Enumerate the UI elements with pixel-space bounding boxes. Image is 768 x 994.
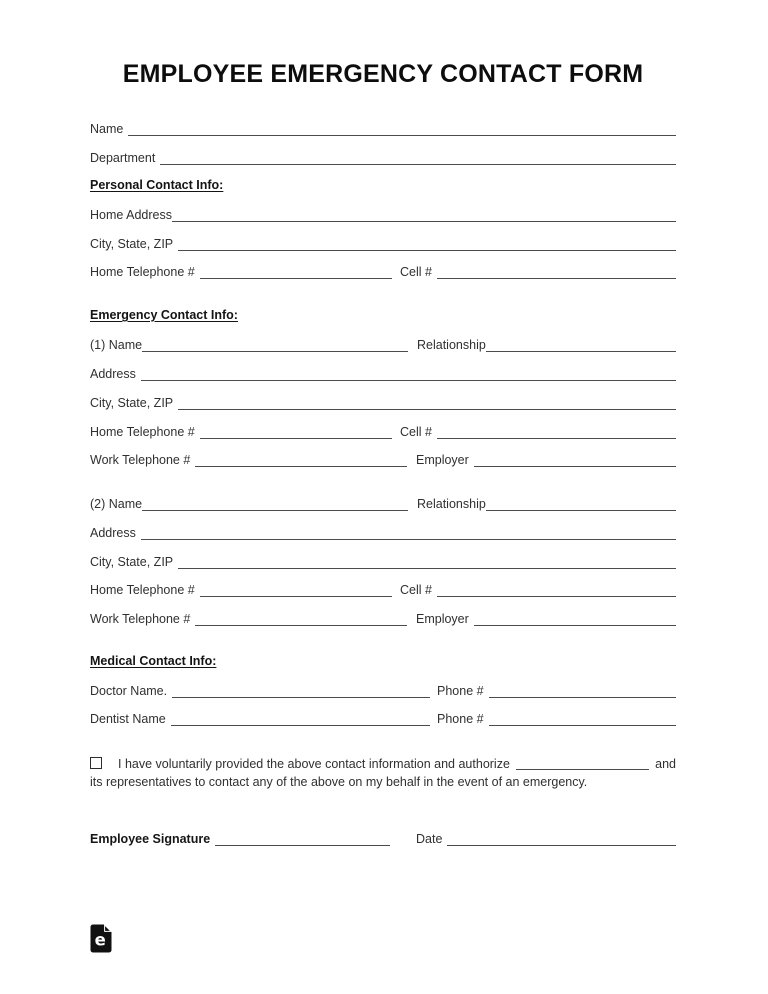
- medical-contact-heading: Medical Contact Info:: [90, 654, 217, 668]
- contact2-phones-row: [90, 581, 676, 597]
- signature-row: [90, 830, 676, 846]
- personal-contact-heading: Personal Contact Info:: [90, 178, 224, 192]
- contact1-employer-field[interactable]: [474, 454, 676, 467]
- authorized-party-field[interactable]: [516, 756, 649, 770]
- cell-label: Cell #: [400, 265, 432, 279]
- contact2-home-telephone-label: Home Telephone #: [90, 583, 195, 597]
- form-content: [90, 0, 676, 994]
- doctor-name-label: Doctor Name.: [90, 684, 168, 698]
- contact1-address-field[interactable]: [141, 368, 676, 381]
- dentist-phone-field[interactable]: [489, 713, 676, 726]
- contact1-address-label: Address: [90, 367, 136, 381]
- contact2-name-row: [90, 495, 676, 511]
- acknowledgment-text-before: I have voluntarily provided the above contact information and authorize: [118, 757, 510, 771]
- contact2-address-field[interactable]: [141, 527, 676, 540]
- home-telephone-label: Home Telephone #: [90, 265, 195, 279]
- personal-phones-row: [90, 263, 676, 279]
- home-telephone-field[interactable]: [200, 266, 392, 279]
- contact2-home-telephone-field[interactable]: [200, 584, 392, 597]
- date-field[interactable]: [447, 833, 676, 846]
- acknowledgment-line2: its representatives to contact any of the above on my behalf in the event of an emergency.: [90, 774, 588, 789]
- contact2-cell-field[interactable]: [437, 584, 676, 597]
- contact1-work-telephone-field[interactable]: [195, 454, 407, 467]
- contact1-relationship-label: Relationship: [417, 338, 486, 352]
- name-row: [90, 120, 676, 136]
- contact1-name-label: (1) Name: [90, 338, 143, 352]
- home-address-label: Home Address: [90, 208, 172, 222]
- home-address-field[interactable]: [172, 209, 676, 222]
- employee-signature-label: Employee Signature: [90, 832, 211, 846]
- acknowledgment-paragraph: [90, 756, 676, 791]
- contact2-city-field[interactable]: [178, 556, 676, 569]
- department-label: Department: [90, 151, 156, 165]
- contact1-city-label: City, State, ZIP: [90, 396, 174, 410]
- date-label: Date: [416, 832, 443, 846]
- contact1-work-telephone-label: Work Telephone #: [90, 453, 191, 467]
- city-state-zip-field[interactable]: [178, 238, 676, 251]
- contact2-name-field[interactable]: [142, 498, 408, 511]
- contact1-relationship-field[interactable]: [486, 339, 676, 352]
- doctor-row: [90, 682, 676, 698]
- contact1-work-row: [90, 451, 676, 467]
- page-title: EMPLOYEE EMERGENCY CONTACT FORM: [122, 60, 644, 88]
- contact2-city-label: City, State, ZIP: [90, 555, 174, 569]
- doctor-name-field[interactable]: [172, 685, 430, 698]
- contact2-work-telephone-field[interactable]: [195, 613, 407, 626]
- department-field[interactable]: [160, 152, 676, 165]
- contact2-employer-field[interactable]: [474, 613, 676, 626]
- contact2-work-telephone-label: Work Telephone #: [90, 612, 191, 626]
- doctor-phone-field[interactable]: [489, 685, 676, 698]
- dentist-name-label: Dentist Name: [90, 712, 166, 726]
- contact2-address-row: [90, 524, 676, 540]
- consent-checkbox[interactable]: [90, 757, 102, 769]
- contact1-cell-label: Cell #: [400, 425, 432, 439]
- contact2-relationship-label: Relationship: [417, 497, 486, 511]
- dentist-row: [90, 710, 676, 726]
- contact2-address-label: Address: [90, 526, 136, 540]
- contact1-city-row: [90, 394, 676, 410]
- contact1-address-row: [90, 365, 676, 381]
- eforms-logo: [90, 924, 112, 953]
- contact1-home-telephone-field[interactable]: [200, 426, 392, 439]
- contact2-employer-label: Employer: [416, 612, 469, 626]
- department-row: [90, 149, 676, 165]
- contact1-name-field[interactable]: [142, 339, 408, 352]
- acknowledgment-line1: [90, 756, 676, 774]
- contact1-phones-row: [90, 423, 676, 439]
- contact2-relationship-field[interactable]: [486, 498, 676, 511]
- contact1-employer-label: Employer: [416, 453, 469, 467]
- home-address-row: [90, 206, 676, 222]
- contact1-name-row: [90, 336, 676, 352]
- contact1-cell-field[interactable]: [437, 426, 676, 439]
- contact2-name-label: (2) Name: [90, 497, 143, 511]
- contact2-work-row: [90, 610, 676, 626]
- logo-letter: e: [94, 930, 106, 950]
- contact1-city-field[interactable]: [178, 397, 676, 410]
- emergency-contact-heading: Emergency Contact Info:: [90, 308, 238, 322]
- document-page-icon: [90, 924, 112, 953]
- contact2-city-row: [90, 553, 676, 569]
- contact1-home-telephone-label: Home Telephone #: [90, 425, 195, 439]
- name-field[interactable]: [128, 123, 676, 136]
- name-label: Name: [90, 122, 124, 136]
- cell-field[interactable]: [437, 266, 676, 279]
- city-state-zip-label: City, State, ZIP: [90, 237, 174, 251]
- employee-signature-field[interactable]: [215, 833, 390, 846]
- doctor-phone-label: Phone #: [437, 684, 484, 698]
- dentist-phone-label: Phone #: [437, 712, 484, 726]
- acknowledgment-text-after: and: [655, 757, 676, 771]
- dentist-name-field[interactable]: [171, 713, 430, 726]
- city-state-zip-row: [90, 235, 676, 251]
- contact2-cell-label: Cell #: [400, 583, 432, 597]
